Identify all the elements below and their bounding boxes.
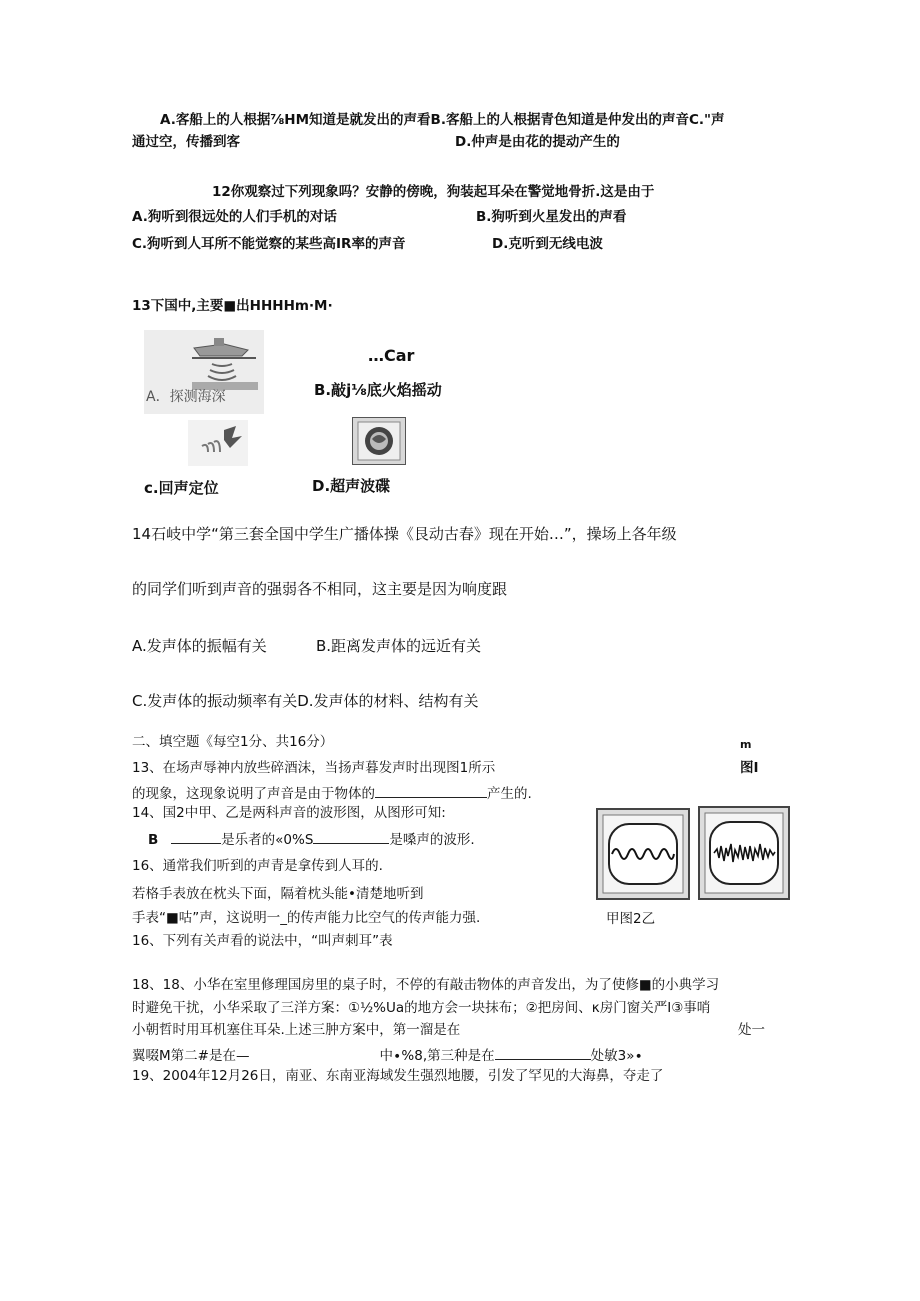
fill18-line4 [132,1045,643,1064]
q13-option-b: B.敲j⅛底火焰摇动 [314,381,442,399]
fill18-line3b: 处一 [738,1022,765,1038]
oscilloscope-a [596,808,690,900]
ultrasonic-icon [352,417,406,465]
fill18-line4c: 处敏3»∙ [590,1048,643,1064]
ultrasonic-illustration [352,417,406,465]
fill18-line3: 小朝哲时用耳机塞住耳朵.上述三肿方案中，第一溜是在 [132,1022,461,1038]
q12-option-c: C.狗听到人耳所不能觉察的某些高IR率的声音 [132,236,406,252]
fill14-line2 [148,829,475,848]
q12-stem: 12你观察过下列现象吗？安静的傍晚，狗装起耳朵在警觉地骨折.这是由于 [212,184,655,200]
fill16a-line2: 若格手表放在枕头下面，隔着枕头能•清楚地听到 [132,886,424,902]
fill14-blank-2[interactable] [313,829,389,844]
fill18-line4b: 中∙%8,第三种是在 [379,1048,495,1064]
fill18-line2: 时避免干扰，小华采取了三洋方案：①½%Ua的地方会一块抹布；②把房间、κ房门窗关严I③事哨 [132,1000,711,1016]
q11-line2a: 通过空，传播到客 [132,134,240,150]
q14-option-a: A.发声体的振幅有关 [132,637,267,655]
fill13-line1: 13、在场声辱神内放些碎酒沫，当扬声暮发声时出现图1所示 [132,760,496,776]
q11-option-d: D.仲声是由花的提动产生的 [455,134,620,150]
fill13-blank[interactable] [375,783,487,798]
bat-echo-illustration [188,420,248,466]
fill18-blank[interactable] [495,1045,591,1060]
fill18-line4a: 翼啜M第二#是在— [132,1048,250,1064]
fill18-line1: 18、18、小华在室里修理国房里的桌子时，不停的有敲击物体的声音发出，为了使修■的小典学习 [132,977,720,993]
q13-stem: 13下国中,主要■出HHHHm∙M∙ [132,298,333,314]
fill16a-line1: 16、通常我们听到的声青是拿传到人耳的. [132,858,383,874]
fill16b-line1: 16、下列有关声看的说法中，“叫声刺耳”表 [132,933,393,949]
oscilloscope-b [698,806,790,900]
fill16a-line3: 手表“■咕”声，这说明一_的传声能力比空气的传声能力强. [132,910,481,926]
fill14-blank-1[interactable] [171,829,221,844]
fill13-line2b: 产生的. [487,786,532,802]
oscilloscope-noise-icon [698,806,790,900]
oscilloscope-icon [596,808,690,900]
fill13-line2 [132,783,532,802]
q11-line1: A.客船上的人根据⅞HM知道是就发出的声看B.客船上的人根据青色知道是仲发出的声音C."声 [160,112,725,128]
q13-option-d: D.超声波碟 [312,477,391,495]
figure2-label: 甲图2乙 [606,911,656,927]
q12-option-b: B.狗听到火星发出的声看 [476,209,627,225]
fill14-line2a: B [148,832,159,848]
q14-line1: 14石岐中学“第三套全国中学生广播体操《艮动古春》现在开始…”，操场上各年级 [132,525,677,543]
q13-option-a-label: A．探测海深 [146,389,226,405]
figure1-label: 图I [740,760,759,776]
q14-line2: 的同学们听到声音的强弱各不相同，这主要是因为响度跟 [132,580,508,598]
q13-option-b-top: …Car [368,346,415,365]
q14-option-cd: C.发声体的振动频率有关D.发声体的材料、结构有关 [132,692,479,710]
fill19-line1: 19、2004年12月26日，南亚、东南亚海域发生强烈地腰，引发了罕见的大海鼻，夺走了 [132,1068,664,1084]
q14-option-b: B.距离发声体的远近有关 [316,637,482,655]
fill13-line2a: 的现象，这现象说明了声音是由于物体的 [132,786,375,802]
q13-option-c: c.回声定位 [144,479,219,497]
section2-title: 二、填空题《每空1分、共16分） [132,734,334,750]
q12-option-a: A.狗听到很远处的人们手机的对话 [132,209,337,225]
fill14-line2b: 是乐者的«0%S [221,832,314,848]
fill14-line2c: 是嗓声的波形. [389,832,475,848]
margin-mark: m [740,738,752,751]
bat-icon [188,420,248,466]
q12-option-d: D.克听到无线电波 [492,236,603,252]
fill14-line1: 14、国2中甲、乙是两科声音的波形图，从图形可知: [132,805,446,821]
